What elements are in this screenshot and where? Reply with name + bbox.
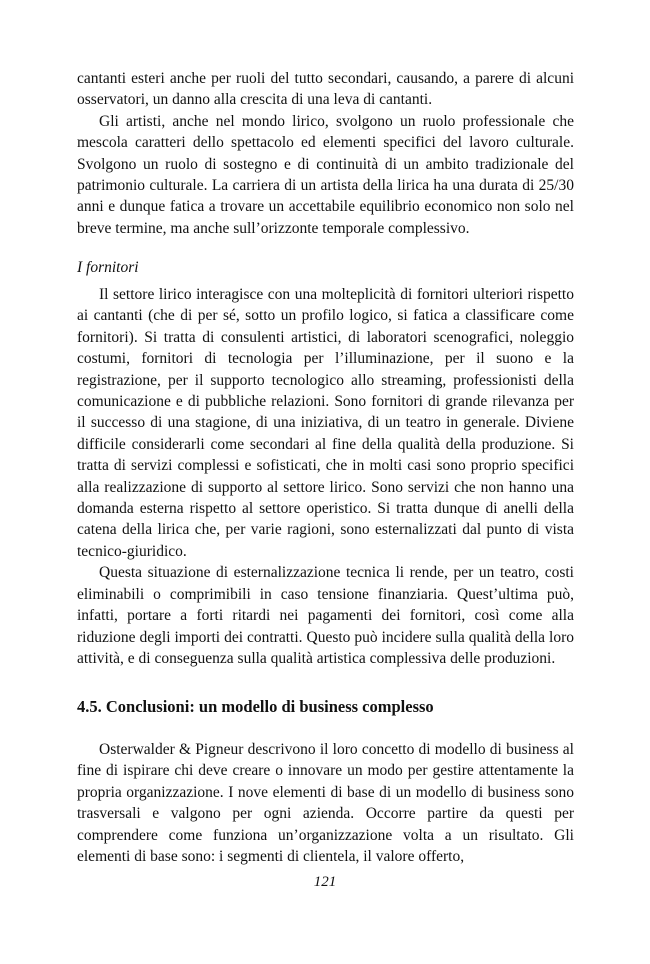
paragraph-artisti: Gli artisti, anche nel mondo lirico, svolgono un ruolo professionale che mescola caratteri dello spettacolo ed elementi specifici del lavoro culturale. Svolgono un ruolo di sostegno e di continuità di un ambito tradizionale del patrimonio culturale. La carriera di un artista della lirica ha una durata di 25/30 anni e dunque fatica a trovare un accettabile equilibrio economico non solo nel breve termine, ma anche sull’orizzonte temporale complessivo. xyxy=(77,112,574,237)
intro-text-block xyxy=(77,68,574,239)
page-number: 121 xyxy=(313,874,337,890)
conclusioni-text-block xyxy=(77,739,574,867)
paragraph-settore-lirico: Il settore lirico interagisce con una molteplicità di fornitori ulteriori rispetto ai cantanti (che di per sé, sotto un profilo logico, si fatica a classificare come fornitori). Si tratta di consulenti artistici, di laboratori scenografici, noleggio costumi, fornitori di tecnologia per l’illuminazione, per il suono e la registrazione, per il supporto tecnologico allo streaming, professionisti della comunicazione e di pubbliche relazioni. Sono fornitori di grande rilevanza per il successo di una stagione, di una iniziativa, di un teatro in generale. Diviene difficile considerarli come secondari al fine della qualità della produzione. Si tratta di servizi complessi e sofisticati, che in molti casi sono proprio specifici alla realizzazione di supporto al settore lirico. Sono servizi che non hanno una domanda esterna rispetto al settore operistico. Si tratta dunque di anelli della catena della lirica che, per varie ragioni, sono esternalizzati dal punto di vista tecnico-giuridico. xyxy=(77,286,574,560)
paragraph-esternalizzazione: Questa situazione di esternalizzazione tecnica li rende, per un teatro, costi eliminabili o comprimibili in caso tensione finanziaria. Quest’ultima può, infatti, portare a forti ritardi nei pagamenti dei fornitori, così come alla riduzione degli importi dei contratti. Questo può incidere sulla qualità della loro attività, e di conseguenza sulla qualità artistica complessiva delle produzioni. xyxy=(77,564,574,667)
paragraph-continued: cantanti esteri anche per ruoli del tutto secondari, causando, a parere di alcuni osservatori, un danno alla crescita di una leva di cantanti. xyxy=(77,70,574,109)
subheading-fornitori: I fornitori xyxy=(77,259,139,276)
fornitori-text-block xyxy=(77,284,574,669)
paragraph-osterwalder: Osterwalder & Pigneur descrivono il loro concetto di modello di business al fine di ispirare chi deve creare o innovare un modo per gestire attentamente la propria organizzazione. I nove elementi di base di un modello di business sono trasversali e valgono per ogni azienda. Occorre partire da questi per comprendere come funziona un’organizzazione volta a un risultato. Gli elementi di base sono: i segmenti di clientela, il valore offerto, xyxy=(77,741,574,866)
section-heading: 4.5. Conclusioni: un modello di business complesso xyxy=(77,697,434,716)
